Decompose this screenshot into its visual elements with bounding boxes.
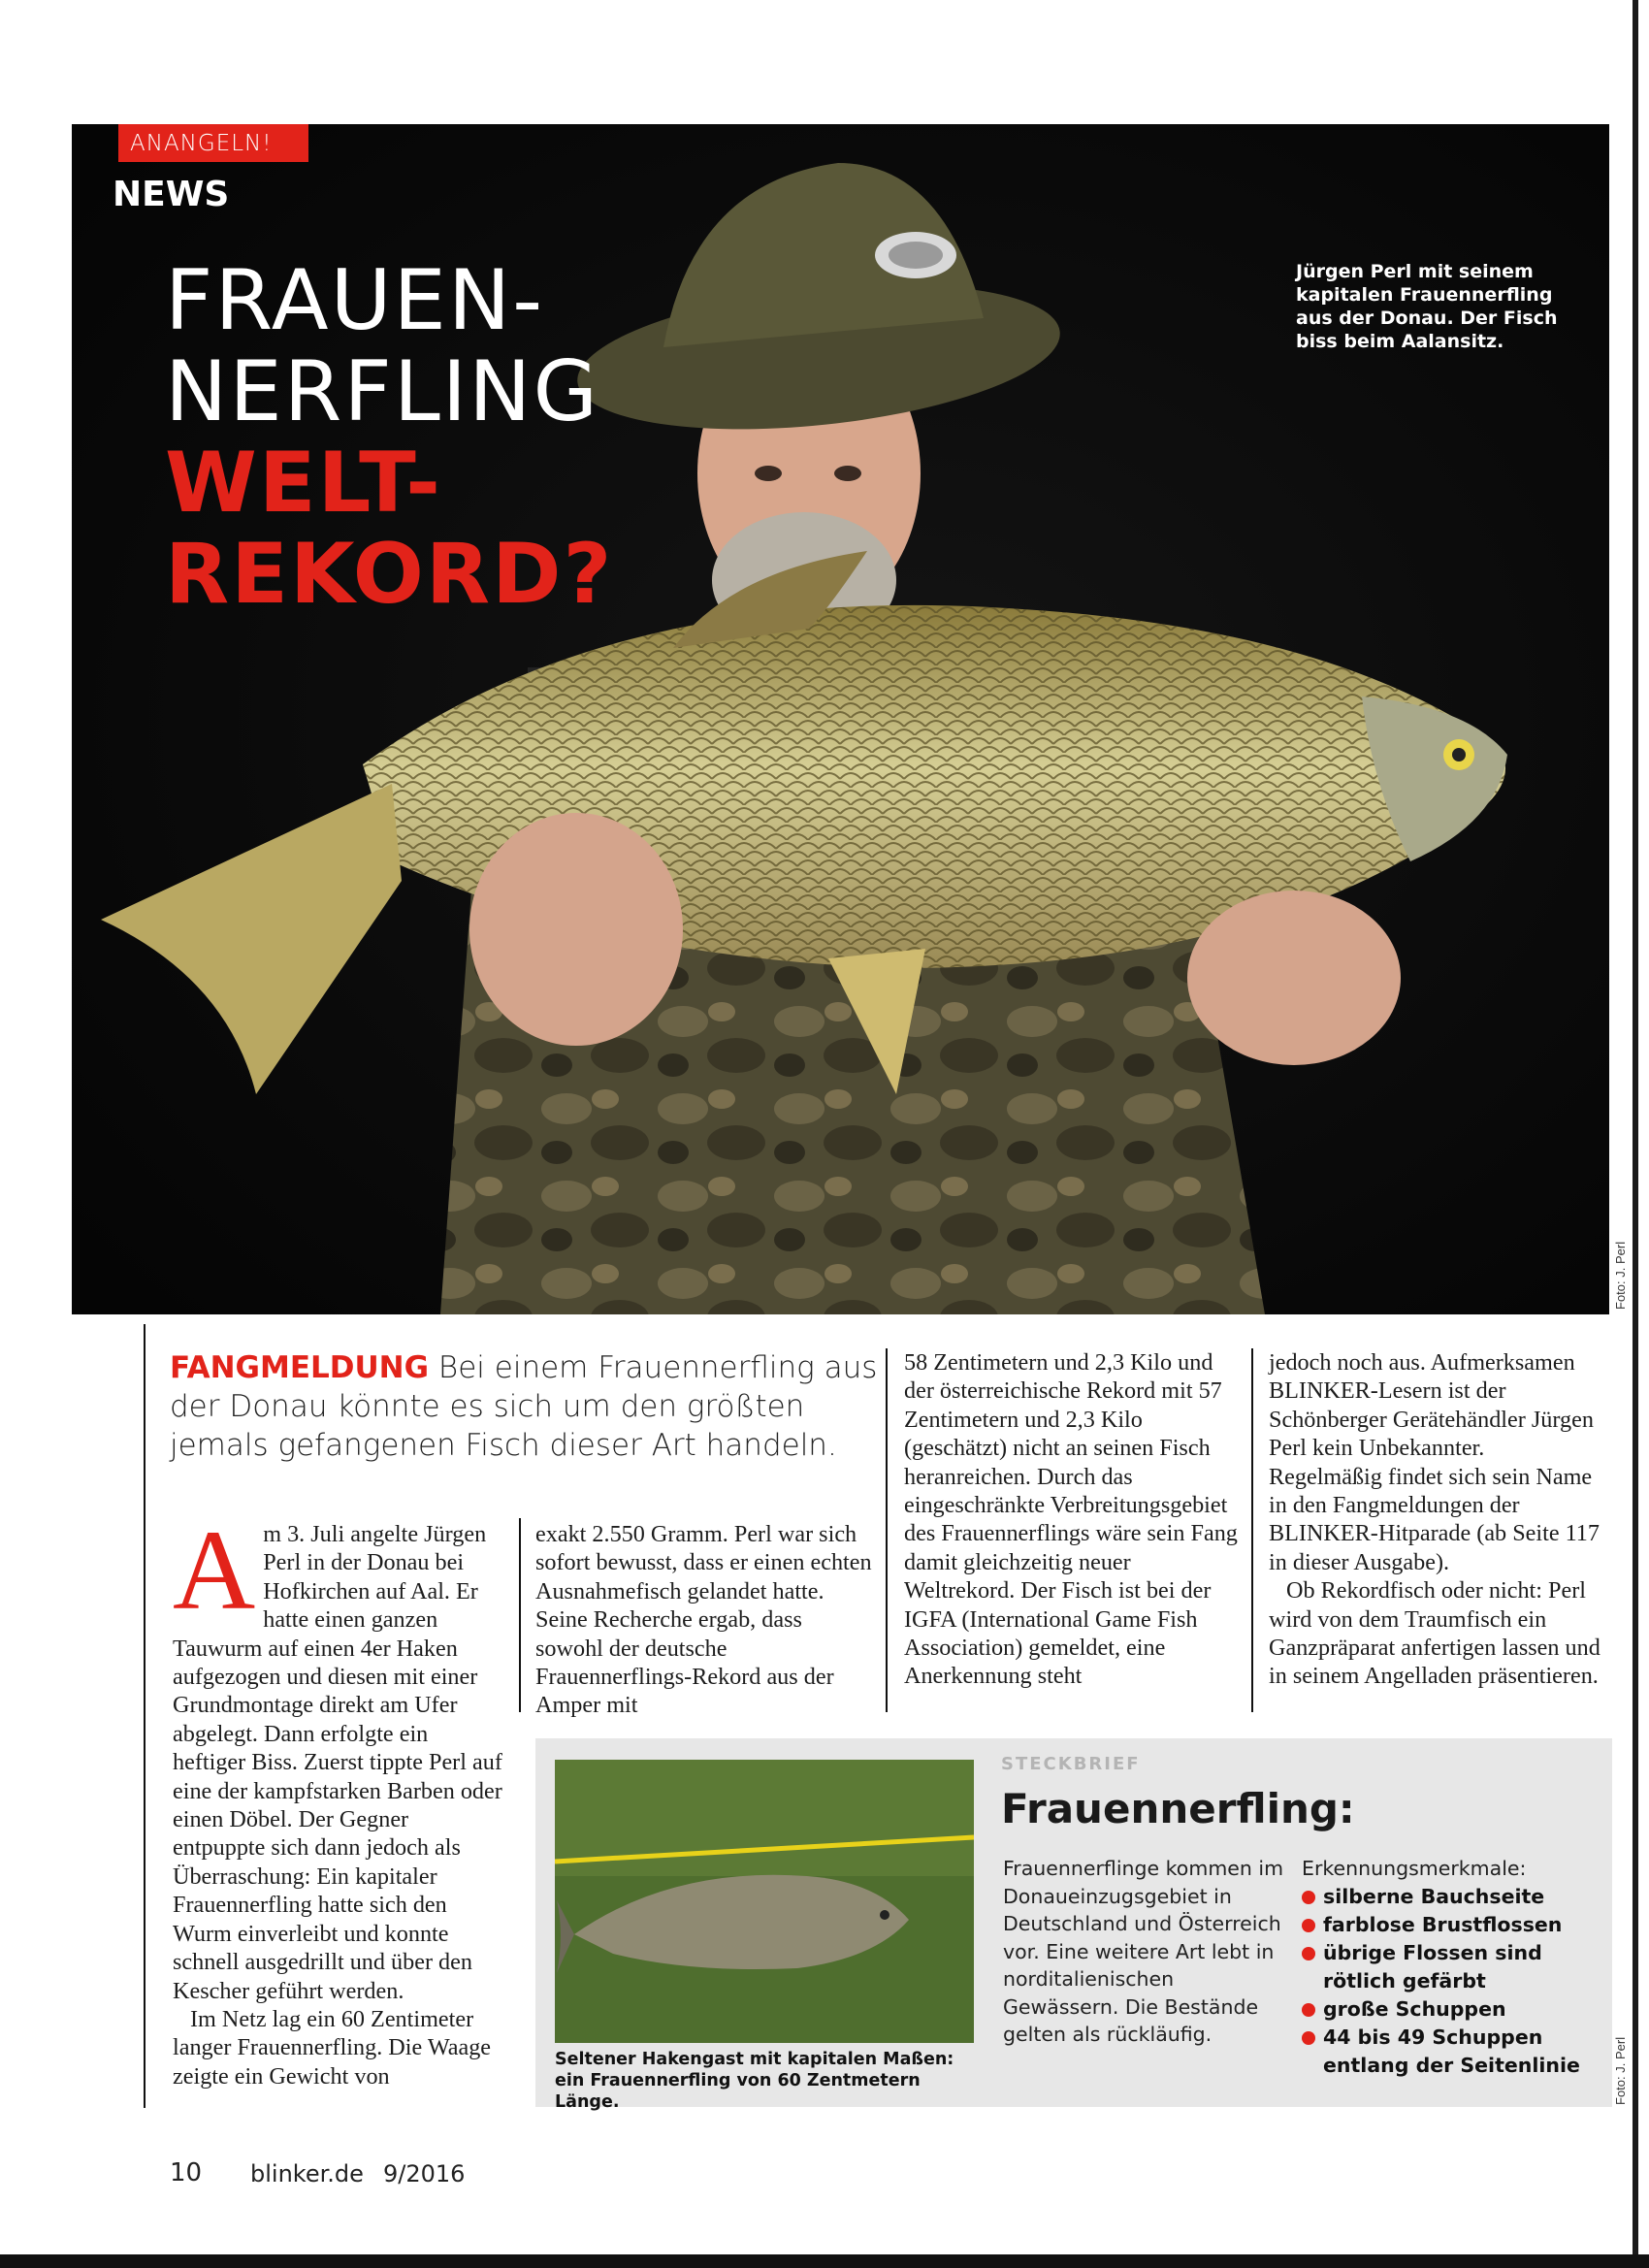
page-number: 10 bbox=[170, 2158, 203, 2187]
page-edge bbox=[1633, 0, 1638, 2268]
image-caption: Seltener Hakengast mit kapitalen Maßen: ein Frauennerfling von 60 Zentmetern Länge. bbox=[555, 2050, 954, 2112]
column-rule bbox=[144, 1324, 146, 2108]
footer-issue: 9/2016 bbox=[383, 2160, 466, 2187]
headline-line-1: FRAUEN- bbox=[165, 252, 545, 349]
kicker-label: ANANGELN! bbox=[118, 124, 308, 162]
factbox-credit: Foto: J. Perl bbox=[1613, 2036, 1628, 2105]
article-column-1 bbox=[173, 1507, 504, 2090]
photo-caption: Jürgen Perl mit seinem kapitalen Frauennerfling aus der Donau. Der Fisch biss beim Aalansitz. bbox=[1296, 261, 1558, 352]
lead-text: Bei einem Frauennerfling aus der Donau könnte es sich um den größten jemals gefangenen Fisch dieser Art handeln. bbox=[170, 1350, 878, 1463]
factbox-label: STECKBRIEF bbox=[1001, 1754, 1141, 1774]
features-title: Erkennungsmerkmale: bbox=[1302, 1857, 1527, 1880]
drop-cap: A bbox=[173, 1507, 256, 1634]
headline-line-3: WELT- bbox=[165, 435, 442, 532]
article-column-4 bbox=[1269, 1348, 1603, 1691]
feature-item: farblose Brustflossen bbox=[1302, 1911, 1612, 1939]
hero-photo bbox=[72, 124, 1609, 1314]
fact-box bbox=[535, 1738, 1612, 2112]
photo-credit: Foto: J. Perl bbox=[1613, 1241, 1628, 1310]
column-1-text: m 3. Juli angelte Jürgen Perl in der Donau bei Hofkirchen auf Aal. Er hatte einen ganzen Tauwurm auf einen 4er Haken aufgezogen und diesen mit einer Grundmontage direkt am Ufer abgelegt. Dann erfolgte ein heftiger Biss. Zuerst tippte Perl auf eine der kampfstarken Barben oder einen Döbel. Der Gegner entpuppte sich dann jedoch als Überraschung: Ein kapitaler Frauennerfling hatte sich den Wurm einverleibt und konnte schnell ausgedrillt und über den Kescher geführt werden. bbox=[173, 1521, 502, 2004]
article-column-2 bbox=[535, 1520, 873, 1720]
column-rule bbox=[519, 1518, 521, 1712]
column-4-text: jedoch noch aus. Aufmerksamen BLINKER-Lesern ist der Schönberger Gerätehändler Jürgen Perl kein Unbekannter. Regelmäßig findet sich sein Name in den Fangmeldungen der BLINKER-Hitparade (ab Seite 117 in dieser Ausgabe). bbox=[1269, 1349, 1600, 1575]
column-4-paragraph-2: Ob Rekordfisch oder nicht: Perl wird von dem Traumfisch ein Ganzpräparat anfertigen lassen und in seinem Angelladen präsentieren. bbox=[1269, 1577, 1600, 1690]
headline bbox=[165, 252, 614, 623]
headline-line-2: NERFLING bbox=[165, 343, 600, 440]
factbox-title: Frauennerfling: bbox=[1001, 1785, 1355, 1832]
features-list bbox=[1302, 1883, 1612, 2080]
page-edge-bottom bbox=[0, 2254, 1649, 2268]
column-rule bbox=[1251, 1348, 1253, 1712]
feature-item: große Schuppen bbox=[1302, 1995, 1612, 2024]
column-1-paragraph-2: Im Netz lag ein 60 Zentimeter langer Frauennerfling. Die Waage zeigte ein Gewicht von bbox=[173, 2005, 492, 2090]
factbox-body: Frauennerflinge kommen im Donaueinzugsgebiet in Deutschland und Österreich vor. Eine weitere Art lebt in norditalienischen Gewässern. Die Bestände gelten als rückläufig. bbox=[1003, 1857, 1284, 2046]
footer-site: blinker.de bbox=[250, 2160, 364, 2187]
feature-item: übrige Flossen sind rötlich gefärbt bbox=[1302, 1939, 1612, 1995]
lead-label: FANGMELDUNG bbox=[170, 1350, 430, 1385]
section-label: NEWS bbox=[113, 175, 230, 214]
article-lead bbox=[170, 1348, 883, 1465]
headline-line-4: REKORD? bbox=[165, 526, 614, 623]
column-3-text: 58 Zentimetern und 2,3 Kilo und der österreichische Rekord mit 57 Zentimetern und 2,3 Kilo (geschätzt) nicht an seinen Fisch heranreichen. Durch das eingeschränkte Verbreitungsgebiet des Frauennerflings wäre sein Fang damit gleichzeitig neuer Weltrekord. Der Fisch ist bei der IGFA (International Game Fish Association) gemeldet, eine Anerkennung steht bbox=[904, 1349, 1238, 1690]
column-2-text: exakt 2.550 Gramm. Perl war sich sofort bewusst, dass er einen echten Ausnahmefisch gelandet hatte. Seine Recherche ergab, dass sowohl der deutsche Frauennerflings-Rekord aus der Amper mit bbox=[535, 1521, 872, 1719]
feature-item: silberne Bauchseite bbox=[1302, 1883, 1612, 1911]
feature-item: 44 bis 49 Schuppen entlang der Seitenlinie bbox=[1302, 2024, 1612, 2080]
column-rule bbox=[886, 1348, 888, 1712]
fish-on-grass-image bbox=[555, 1760, 974, 2043]
article-column-3 bbox=[904, 1348, 1239, 1691]
